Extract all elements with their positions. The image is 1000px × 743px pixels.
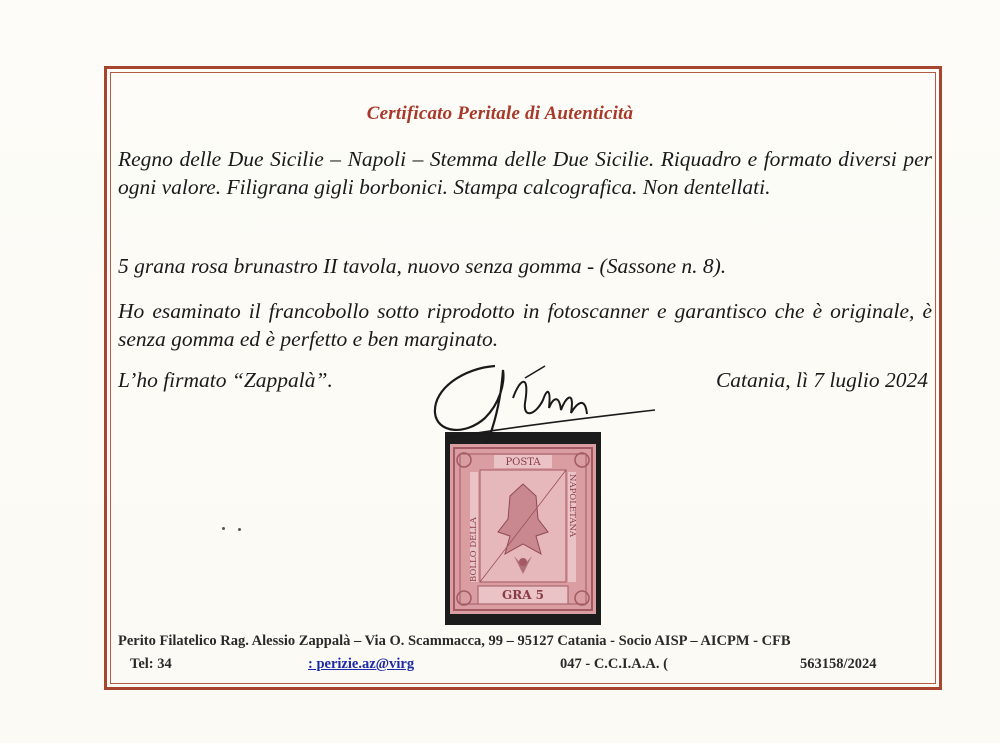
place-date: Catania, lì 7 luglio 2024 <box>715 368 928 392</box>
stamp-illustration <box>450 444 596 614</box>
stamp-top-text: POSTA <box>505 457 541 468</box>
handwritten-signature <box>425 358 665 458</box>
footer-expert-info: Perito Filatelico Rag. Alessio Zappalà – Via O. Scammacca, 99 – 95127 Catania - Socio AISP – AICPM - CFB <box>118 633 791 649</box>
stamp-description: Regno delle Due Sicilie – Napoli – Stemma delle Due Sicilie. Riquadro e formato diversi per ogni valore. Filigrana gigli borbonici. Stampa calcografica. Non dentellati. <box>118 147 932 199</box>
footer-cciaa: 047 - C.C.I.A.A. ( <box>560 656 668 672</box>
stamp-value-text: GRA 5 <box>501 588 545 602</box>
stamp-scan <box>445 432 601 625</box>
stamp-left-text: BOLLO DELLA <box>469 517 479 582</box>
footer-email-link[interactable]: : perizie.az@virg <box>308 656 415 672</box>
footer-phone: Tel: 34 <box>130 656 172 672</box>
stamp-details: 5 grana rosa brunastro II tavola, nuovo senza gomma - (Sassone n. 8). <box>118 254 727 278</box>
ink-specks <box>222 525 246 533</box>
certificate-title: Certificato Peritale di Autenticità <box>366 103 634 124</box>
footer-certificate-number: 563158/2024 <box>800 656 877 672</box>
examination-statement: Ho esaminato il francobollo sotto riprodotto in fotoscanner e garantisco che è originale, è senza gomma ed è perfetto e ben marginato. <box>118 299 932 351</box>
stamp-right-text: NAPOLETANA <box>567 474 577 538</box>
stamp-image <box>450 444 596 614</box>
signed-text: L’ho firmato “Zappalà”. <box>118 368 333 392</box>
